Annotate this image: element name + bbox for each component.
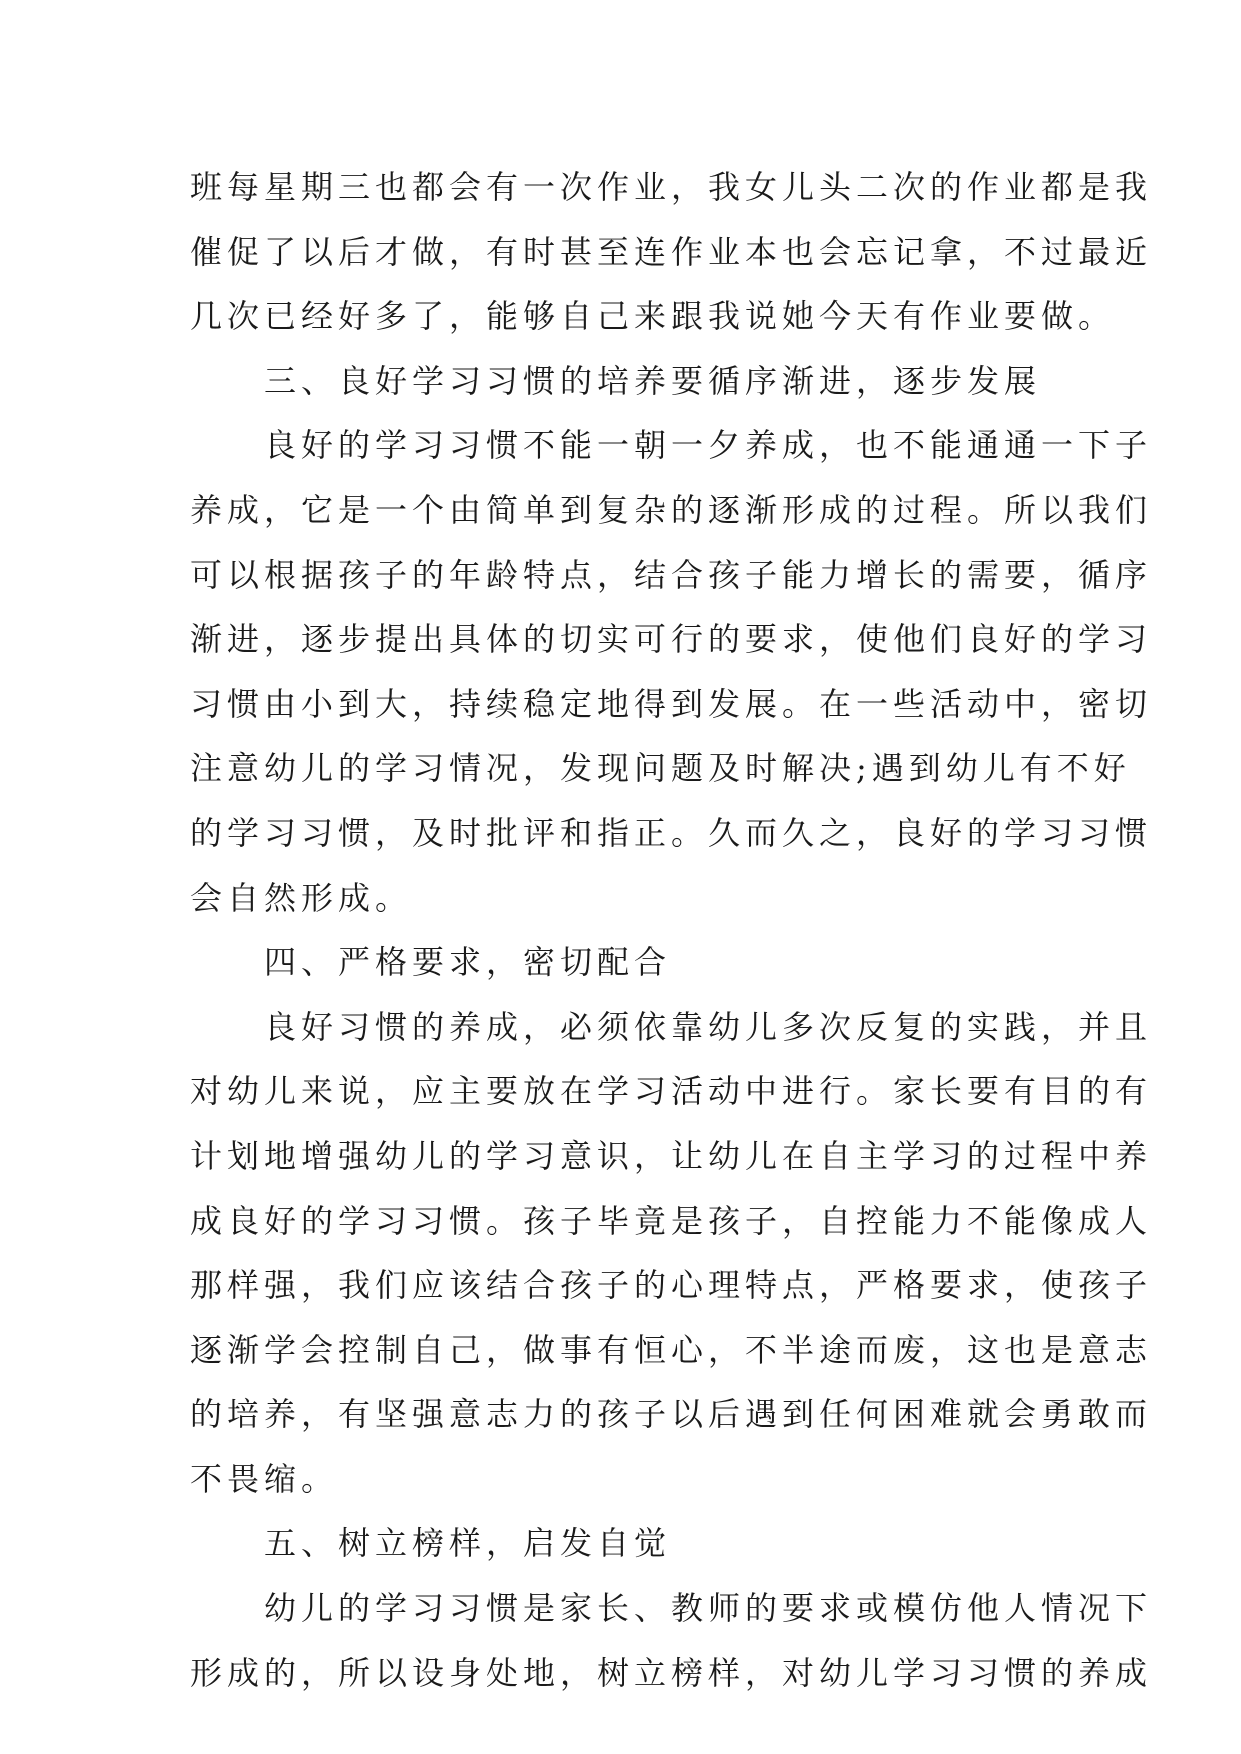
paragraph-line: 习惯由小到大，持续稳定地得到发展。在一些活动中，密切: [190, 684, 1153, 723]
paragraph-line: 良好习惯的养成，必须依靠幼儿多次反复的实践，并且: [264, 1007, 1153, 1046]
paragraph-line: 的培养，有坚强意志力的孩子以后遇到任何困难就会勇敢而: [190, 1395, 1153, 1434]
paragraph-line: 逐渐学会控制自己，做事有恒心，不半途而废，这也是意志: [190, 1330, 1153, 1369]
paragraph-line: 渐进，逐步提出具体的切实可行的要求，使他们良好的学习: [190, 620, 1153, 659]
paragraph-line: 班每星期三也都会有一次作业，我女儿头二次的作业都是我: [190, 168, 1153, 206]
paragraph-line: 养成，它是一个由简单到复杂的逐渐形成的过程。所以我们: [190, 490, 1153, 529]
paragraph-line: 不畏缩。: [190, 1459, 339, 1498]
paragraph-line: 催促了以后才做，有时甚至连作业本也会忘记拿，不过最近: [190, 232, 1153, 271]
paragraph-line: 注意幼儿的学习情况，发现问题及时解决;遇到幼儿有不好: [190, 749, 1131, 788]
paragraph-line: 几次已经好多了，能够自己来跟我说她今天有作业要做。: [190, 297, 1116, 336]
paragraph-line: 幼儿的学习习惯是家长、教师的要求或模仿他人情况下: [264, 1589, 1153, 1628]
paragraph-line: 良好的学习习惯不能一朝一夕养成，也不能通通一下子: [264, 426, 1153, 465]
paragraph-line: 计划地增强幼儿的学习意识，让幼儿在自主学习的过程中养: [190, 1136, 1153, 1175]
paragraph-line: 成良好的学习习惯。孩子毕竟是孩子，自控能力不能像成人: [190, 1201, 1153, 1240]
paragraph-line: 对幼儿来说，应主要放在学习活动中进行。家长要有目的有: [190, 1072, 1153, 1111]
paragraph-line: 的学习习惯，及时批评和指正。久而久之，良好的学习习惯: [190, 813, 1153, 852]
paragraph-line: 那样强，我们应该结合孩子的心理特点，严格要求，使孩子: [190, 1266, 1153, 1305]
section-heading-3: 三、良好学习习惯的培养要循序渐进，逐步发展: [264, 361, 1042, 400]
paragraph-line: 形成的，所以设身处地，树立榜样，对幼儿学习习惯的养成: [190, 1653, 1153, 1692]
paragraph-line: 会自然形成。: [190, 878, 413, 917]
paragraph-line: 可以根据孩子的年龄特点，结合孩子能力增长的需要，循序: [190, 555, 1153, 594]
section-heading-5: 五、树立榜样，启发自觉: [264, 1524, 672, 1563]
document-body: [190, 155, 1153, 1705]
section-heading-4: 四、严格要求，密切配合: [264, 943, 672, 982]
